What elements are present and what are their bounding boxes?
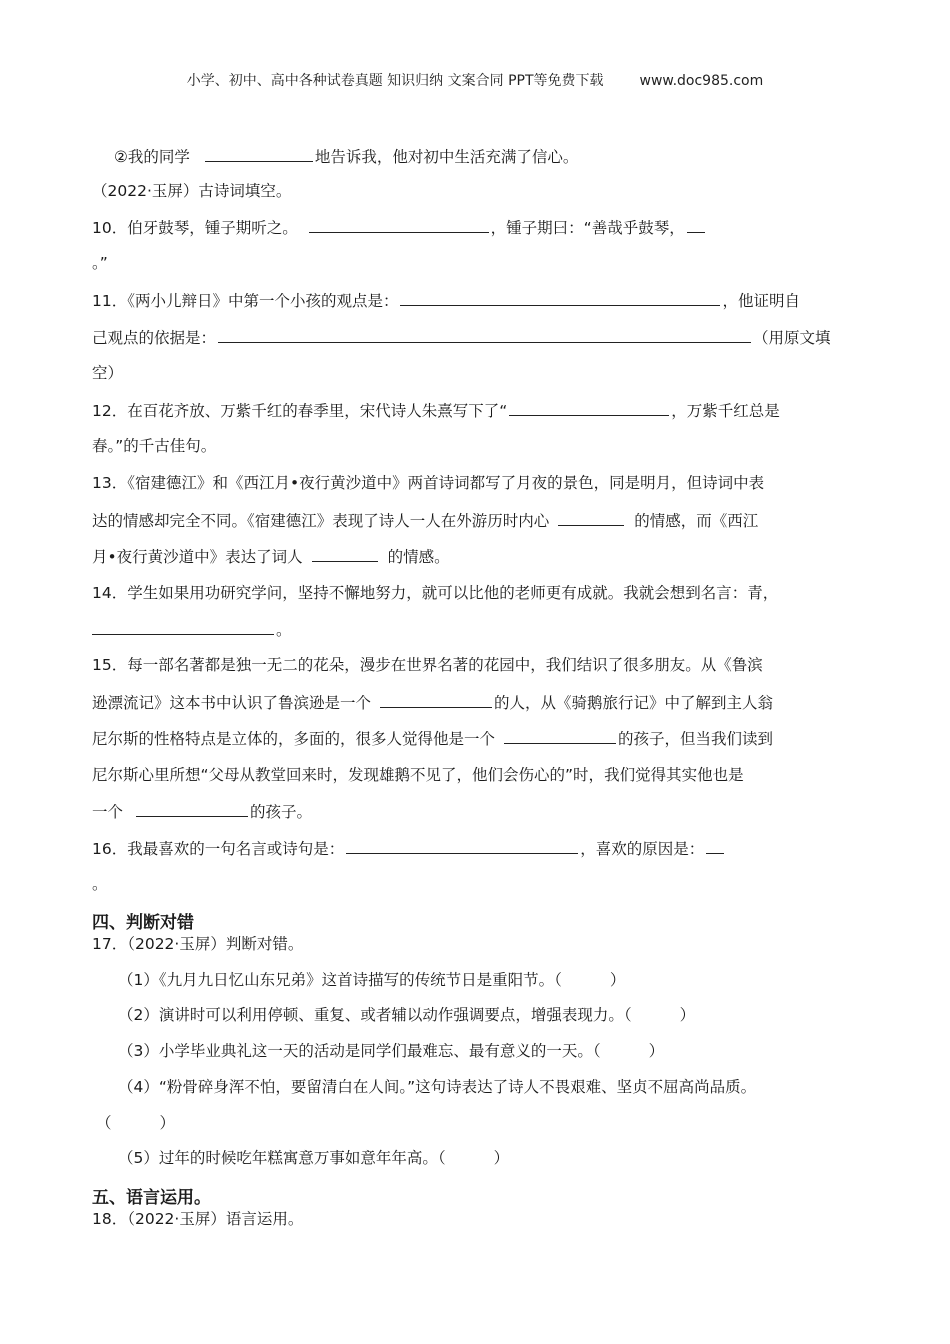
question-11-line3	[92, 363, 862, 383]
question-11	[92, 290, 862, 311]
line-text: 11．《两小儿辩日》中第一个小孩的观点是：	[92, 292, 399, 310]
line-text: ②我的同学	[114, 148, 190, 166]
line-text: 。	[92, 875, 108, 893]
line-text: ）	[648, 1042, 665, 1060]
question-13-line3	[92, 546, 862, 567]
line-text: 春。”的千古佳句。	[92, 437, 217, 455]
line-text: 达的情感却完全不同。《宿建德江》表现了诗人一人在外游历时内心	[92, 512, 550, 530]
line-text: （2）演讲时可以利用停顿、重复、或者辅以动作强调要点，增强表现力。（	[118, 1006, 632, 1024]
line-text: 月•夜行黄沙道中》表达了词人	[92, 548, 303, 566]
question-12	[92, 400, 862, 421]
line-text: （用原文填	[753, 329, 831, 347]
question-15-line3	[92, 728, 862, 749]
question-16-cont	[92, 874, 862, 894]
line-text: 17．（2022·玉屏）判断对错。	[92, 935, 304, 953]
question-12-cont	[92, 436, 862, 456]
line-text: 的孩子，但当我们读到	[617, 730, 773, 748]
line-text: ）	[679, 1006, 696, 1024]
line-text: 15．每一部名著都是独一无二的花朵，漫步在世界名著的花园中，我们结识了很多朋友。从《鲁滨	[92, 656, 763, 674]
line-text: 10．伯牙鼓琴，锺子期听之。	[92, 219, 298, 237]
question-16	[92, 838, 862, 859]
question-17	[92, 934, 862, 954]
line-text: （4）“粉骨碎身浑不怕，要留清白在人间。”这句诗表达了诗人不畏艰难、坚贞不屈高尚品质。	[118, 1078, 757, 1096]
question-14	[92, 583, 862, 603]
question-10-cont	[92, 253, 862, 273]
line-text: 12．在百花齐放、万紫千红的春季里，宋代诗人朱熹写下了“	[92, 402, 508, 420]
question-14-cont	[92, 619, 862, 640]
line-text: 的情感，而《西江	[634, 512, 759, 530]
answer-blank[interactable]	[509, 400, 669, 416]
header-site: www.doc985.com	[639, 73, 764, 89]
answer-blank[interactable]	[92, 619, 274, 635]
question-13-line2	[92, 510, 862, 531]
line-text: 的人，从《骑鹅旅行记》中了解到主人翁	[493, 694, 773, 712]
line-text: 16．我最喜欢的一句名言或诗句是：	[92, 840, 345, 858]
line-text: ）	[609, 971, 626, 989]
judge-item-4-paren	[96, 1113, 866, 1133]
answer-blank[interactable]	[312, 546, 378, 562]
line-text: ）	[493, 1149, 510, 1167]
line-text: （1）《九月九日忆山东兄弟》这首诗描写的传统节日是重阳节。（	[118, 971, 562, 989]
question-18	[92, 1209, 862, 1229]
judge-item-5	[118, 1148, 888, 1168]
line-text: 逊漂流记》这本书中认识了鲁滨逊是一个	[92, 694, 372, 712]
line-text: （5）过年的时候吃年糕寓意万事如意年年高。（	[118, 1149, 446, 1167]
line-text: （3）小学毕业典礼这一天的活动是同学们最难忘、最有意义的一天。（	[118, 1042, 601, 1060]
line-text: ，喜欢的原因是：	[580, 840, 705, 858]
line-text: ，他证明自	[722, 292, 800, 310]
line-2	[92, 181, 862, 201]
line-text: （	[96, 1114, 112, 1132]
answer-blank[interactable]	[504, 728, 616, 744]
line-text: 。	[276, 621, 292, 639]
answer-blank[interactable]	[558, 510, 624, 526]
line-text: 一个	[92, 803, 124, 821]
judge-item-1	[118, 970, 888, 990]
line-text: ）	[159, 1114, 176, 1132]
line-text: 己观点的依据是：	[92, 329, 217, 347]
question-11-line2	[92, 327, 862, 348]
judge-item-2	[118, 1005, 888, 1025]
answer-blank[interactable]	[380, 692, 492, 708]
line-text: （2022·玉屏）古诗词填空。	[92, 182, 292, 200]
line-text: 14．学生如果用功研究学问，坚持不懈地努力，就可以比他的老师更有成就。我就会想到名言：青，	[92, 584, 779, 602]
line-text: 13．《宿建德江》和《西江月•夜行黄沙道中》两首诗词都写了月夜的景色，同是明月，但诗词中表	[92, 474, 765, 492]
judge-item-3	[118, 1041, 888, 1061]
question-10	[92, 217, 862, 238]
line-text: ，锺子期曰：“善哉乎鼓琴，	[490, 219, 685, 237]
line-text: 地告诉我，他对初中生活充满了信心。	[314, 148, 579, 166]
line-text: 的孩子。	[249, 803, 312, 821]
line-text: 。”	[92, 254, 108, 272]
judge-item-4	[118, 1077, 888, 1097]
question-15-line5	[92, 801, 862, 822]
answer-blank[interactable]	[687, 217, 705, 233]
question-15-line4	[92, 765, 862, 785]
header-text: 小学、初中、高中各种试卷真题 知识归纳 文案合同 PPT等免费下载	[186, 73, 604, 89]
answer-blank[interactable]	[218, 327, 751, 343]
question-13	[92, 473, 862, 493]
line-text: 18．（2022·玉屏）语言运用。	[92, 1210, 304, 1228]
line-1	[114, 146, 884, 167]
section-4-title: 四、判断对错	[92, 913, 194, 933]
line-text: ，万紫千红总是	[671, 402, 780, 420]
line-text: 尼尔斯心里所想“父母从教堂回来时，发现雄鹅不见了，他们会伤心的”时，我们觉得其实他也是	[92, 766, 744, 784]
line-text: 空）	[92, 364, 124, 382]
answer-blank[interactable]	[706, 838, 724, 854]
question-15-line2	[92, 692, 862, 713]
line-text: 的情感。	[387, 548, 450, 566]
question-15	[92, 655, 862, 675]
section-5-title: 五、语言运用。	[92, 1188, 211, 1208]
page-header	[0, 70, 950, 90]
answer-blank[interactable]	[136, 801, 248, 817]
answer-blank[interactable]	[205, 146, 313, 162]
line-text: 尼尔斯的性格特点是立体的，多面的，很多人觉得他是一个	[92, 730, 496, 748]
answer-blank[interactable]	[400, 290, 720, 306]
answer-blank[interactable]	[309, 217, 489, 233]
answer-blank[interactable]	[346, 838, 578, 854]
